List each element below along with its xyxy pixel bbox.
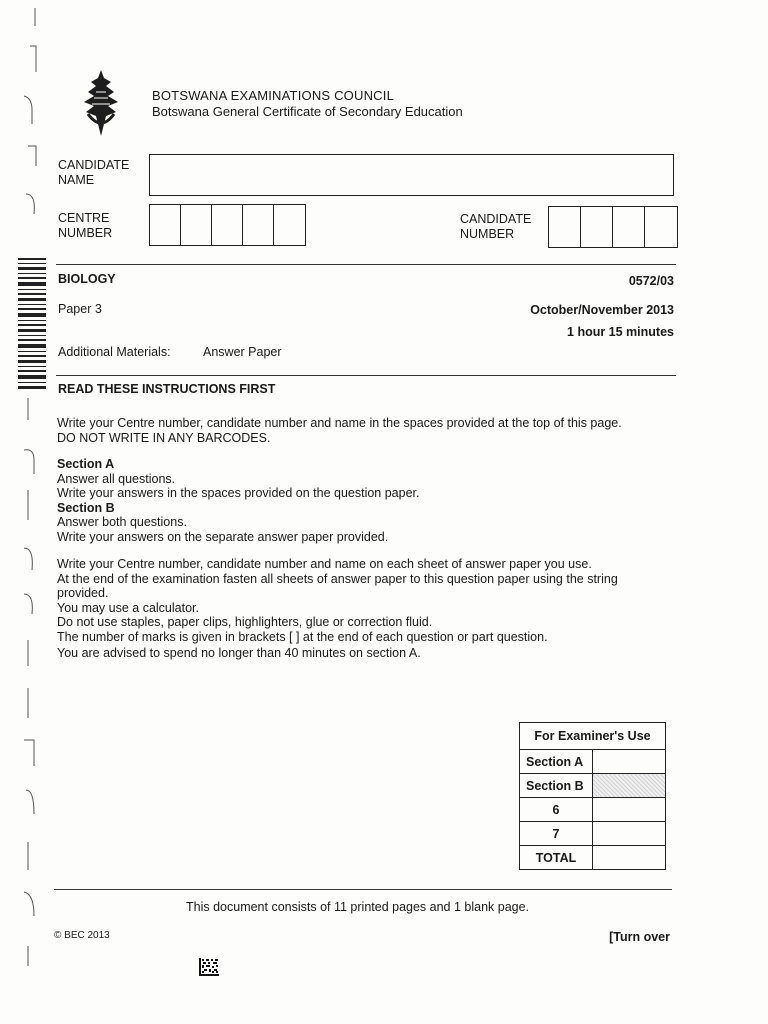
- candidate-name-label: CANDIDATE NAME: [58, 158, 130, 187]
- candidate-digit-cell[interactable]: [613, 207, 645, 247]
- exam-session: October/November 2013: [530, 303, 674, 317]
- centre-digit-cell[interactable]: [181, 205, 212, 245]
- table-row: Section A: [520, 750, 666, 774]
- bec-logo-icon: [78, 68, 124, 138]
- side-barcode: [18, 258, 46, 389]
- candidate-digit-cell[interactable]: [645, 207, 677, 247]
- table-row: 6: [520, 798, 666, 822]
- centre-digit-cell[interactable]: [274, 205, 305, 245]
- divider: [56, 264, 676, 265]
- exam-duration: 1 hour 15 minutes: [567, 325, 674, 339]
- page-count-note: This document consists of 11 printed pages and 1 blank page.: [186, 900, 530, 914]
- centre-digit-cell[interactable]: [243, 205, 274, 245]
- scan-margin-marks: [0, 0, 46, 1024]
- paper-number: Paper 3: [58, 302, 102, 316]
- instructions-block: Write your Centre number, candidate number and name in the spaces provided at the top of this page. DO NOT WRITE IN ANY BARCODES. Section A Answer all questions. Write your answers in the spaces provided on the question paper. Section B Answer both questions. Write your answers on the separate answer paper provided. Write your Centre number, candidate number and name on each sheet of answer paper you use. At the end of the examination fasten all sheets of answer paper to this question paper using the string provided. You may use a calculator. Do not use staples, paper clips, highlighters, glue or correction fluid. The number of marks is given in brackets [ ] at the end of each question or part question. You are advised to spend no longer than 40 minutes on section A.: [57, 416, 677, 661]
- turn-over: [Turn over: [609, 930, 670, 944]
- examiners-use-table: [519, 722, 666, 870]
- mark-cell[interactable]: [593, 846, 666, 870]
- centre-number-field[interactable]: [149, 204, 306, 246]
- divider: [54, 889, 672, 890]
- candidate-name-field[interactable]: [149, 154, 674, 196]
- materials-label: Additional Materials:: [58, 345, 171, 359]
- centre-digit-cell[interactable]: [212, 205, 243, 245]
- mark-cell-shaded: [593, 774, 666, 798]
- subject-name: BIOLOGY: [58, 272, 116, 286]
- section-a-heading: Section A: [57, 457, 115, 471]
- centre-number-label: CENTRE NUMBER: [58, 211, 113, 240]
- candidate-number-label: CANDIDATE NUMBER: [460, 212, 532, 241]
- table-row: Section B: [520, 774, 666, 798]
- candidate-digit-cell[interactable]: [549, 207, 581, 247]
- candidate-number-field[interactable]: [548, 206, 678, 248]
- instructions-heading: READ THESE INSTRUCTIONS FIRST: [58, 382, 276, 396]
- centre-digit-cell[interactable]: [150, 205, 181, 245]
- certificate-name: Botswana General Certificate of Secondary Education: [152, 104, 463, 119]
- mark-cell[interactable]: [593, 750, 666, 774]
- table-row: 7: [520, 822, 666, 846]
- copyright: © BEC 2013: [54, 930, 110, 941]
- divider: [56, 375, 676, 376]
- mark-cell[interactable]: [593, 822, 666, 846]
- materials-value: Answer Paper: [203, 345, 282, 359]
- barcode-icon: [199, 958, 219, 976]
- candidate-digit-cell[interactable]: [581, 207, 613, 247]
- subject-code: 0572/03: [628, 274, 674, 288]
- mark-cell[interactable]: [593, 798, 666, 822]
- table-row: TOTAL: [520, 846, 666, 870]
- section-b-heading: Section B: [57, 500, 115, 515]
- examiners-use-title: For Examiner's Use: [520, 723, 666, 750]
- org-name: BOTSWANA EXAMINATIONS COUNCIL: [152, 88, 394, 103]
